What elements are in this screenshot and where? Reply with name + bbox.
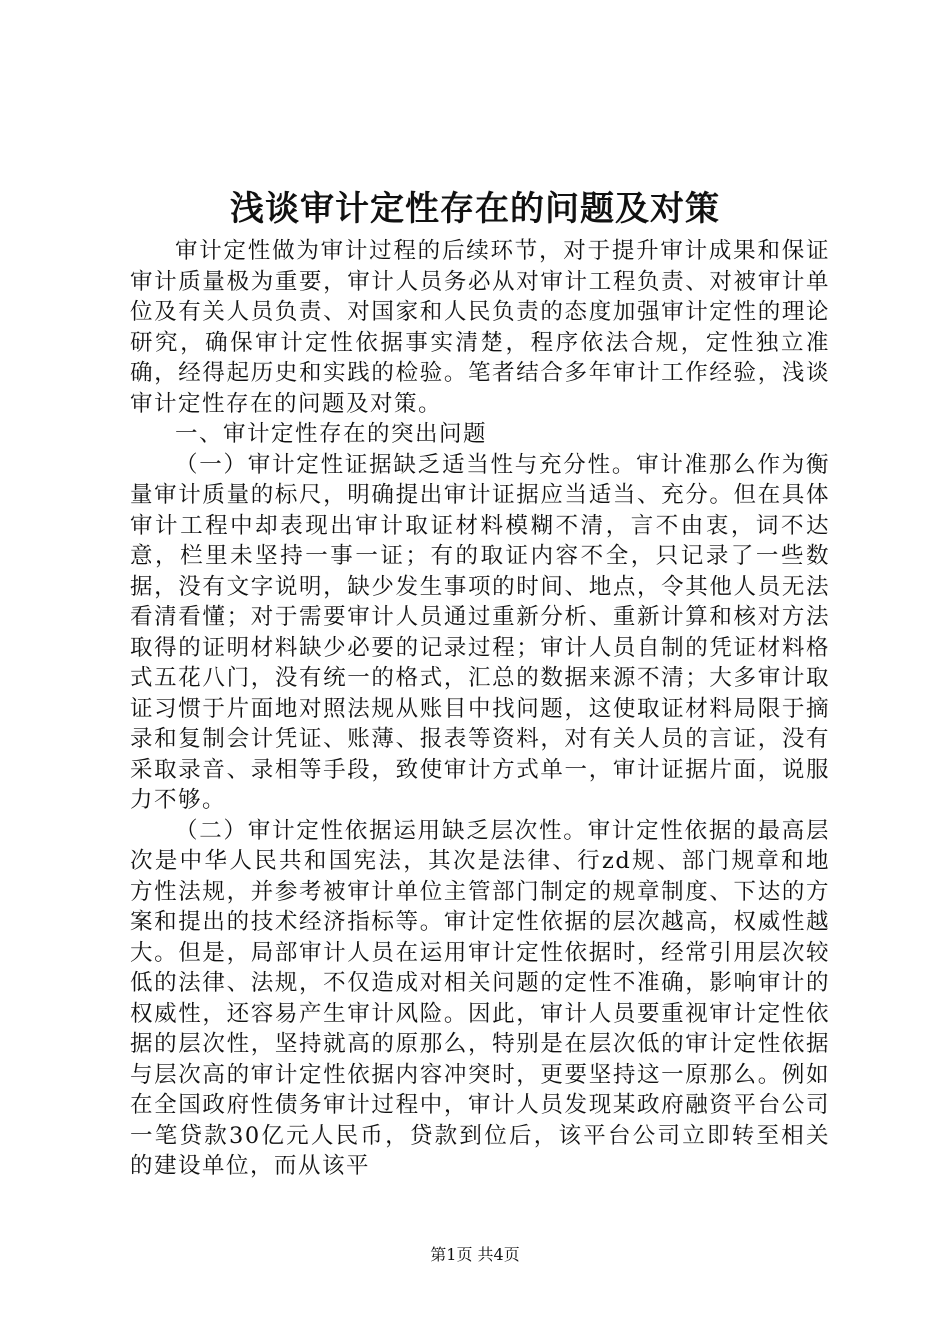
page-footer: 第1页 共4页 <box>430 1245 520 1264</box>
document-title: 浅谈审计定性存在的问题及对策 <box>230 189 720 229</box>
subsection-paragraph-2: （二）审计定性依据运用缺乏层次性。审计定性依据的最高层次是中华人民共和国宪法，其次是法律、行zd规、部门规章和地方性法规，并参考被审计单位主管部门制定的规章制度、下达的方案和提出的技术经济指标等。审计定性依据的层次越高，权威性越大。但是，局部审计人员在运用审计定性依据时，经常引用层次较低的法律、法规，不仅造成对相关问题的定性不准确，影响审计的权威性，还容易产生审计风险。因此，审计人员要重视审计定性依据的层次性，坚持就高的原那么，特别是在层次低的审计定性依据与层次高的审计定性依据内容冲突时，更要坚持这一原那么。例如在全国政府性债务审计过程中，审计人员发现某政府融资平台公司一笔贷款30亿元人民币，贷款到位后，该平台公司立即转至相关的建设单位，而从该平 <box>130 817 830 1179</box>
intro-paragraph: 审计定性做为审计过程的后续环节，对于提升审计成果和保证审计质量极为重要，审计人员务必从对审计工程负责、对被审计单位及有关人员负责、对国家和人民负责的态度加强审计定性的理论研究，确保审计定性依据事实清楚，程序依法合规，定性独立准确，经得起历史和实践的检验。笔者结合多年审计工作经验，浅谈审计定性存在的问题及对策。 <box>130 238 830 417</box>
section-heading: 一、审计定性存在的突出问题 <box>175 421 488 447</box>
document-body <box>130 236 830 1182</box>
subsection-paragraph-1: （一）审计定性证据缺乏适当性与充分性。审计准那么作为衡量审计质量的标尺，明确提出审计证据应当适当、充分。但在具体审计工程中却表现出审计取证材料模糊不清，言不由衷，词不达意，栏里未坚持一事一证；有的取证内容不全，只记录了一些数据，没有文字说明，缺少发生事项的时间、地点，令其他人员无法看清看懂；对于需要审计人员通过重新分析、重新计算和核对方法取得的证明材料缺少必要的记录过程；审计人员自制的凭证材料格式五花八门，没有统一的格式，汇总的数据来源不清；大多审计取证习惯于片面地对照法规从账目中找问题，这使取证材料局限于摘录和复制会计凭证、账薄、报表等资料，对有关人员的言证，没有采取录音、录相等手段，致使审计方式单一，审计证据片面，说服力不够。 <box>130 451 830 813</box>
